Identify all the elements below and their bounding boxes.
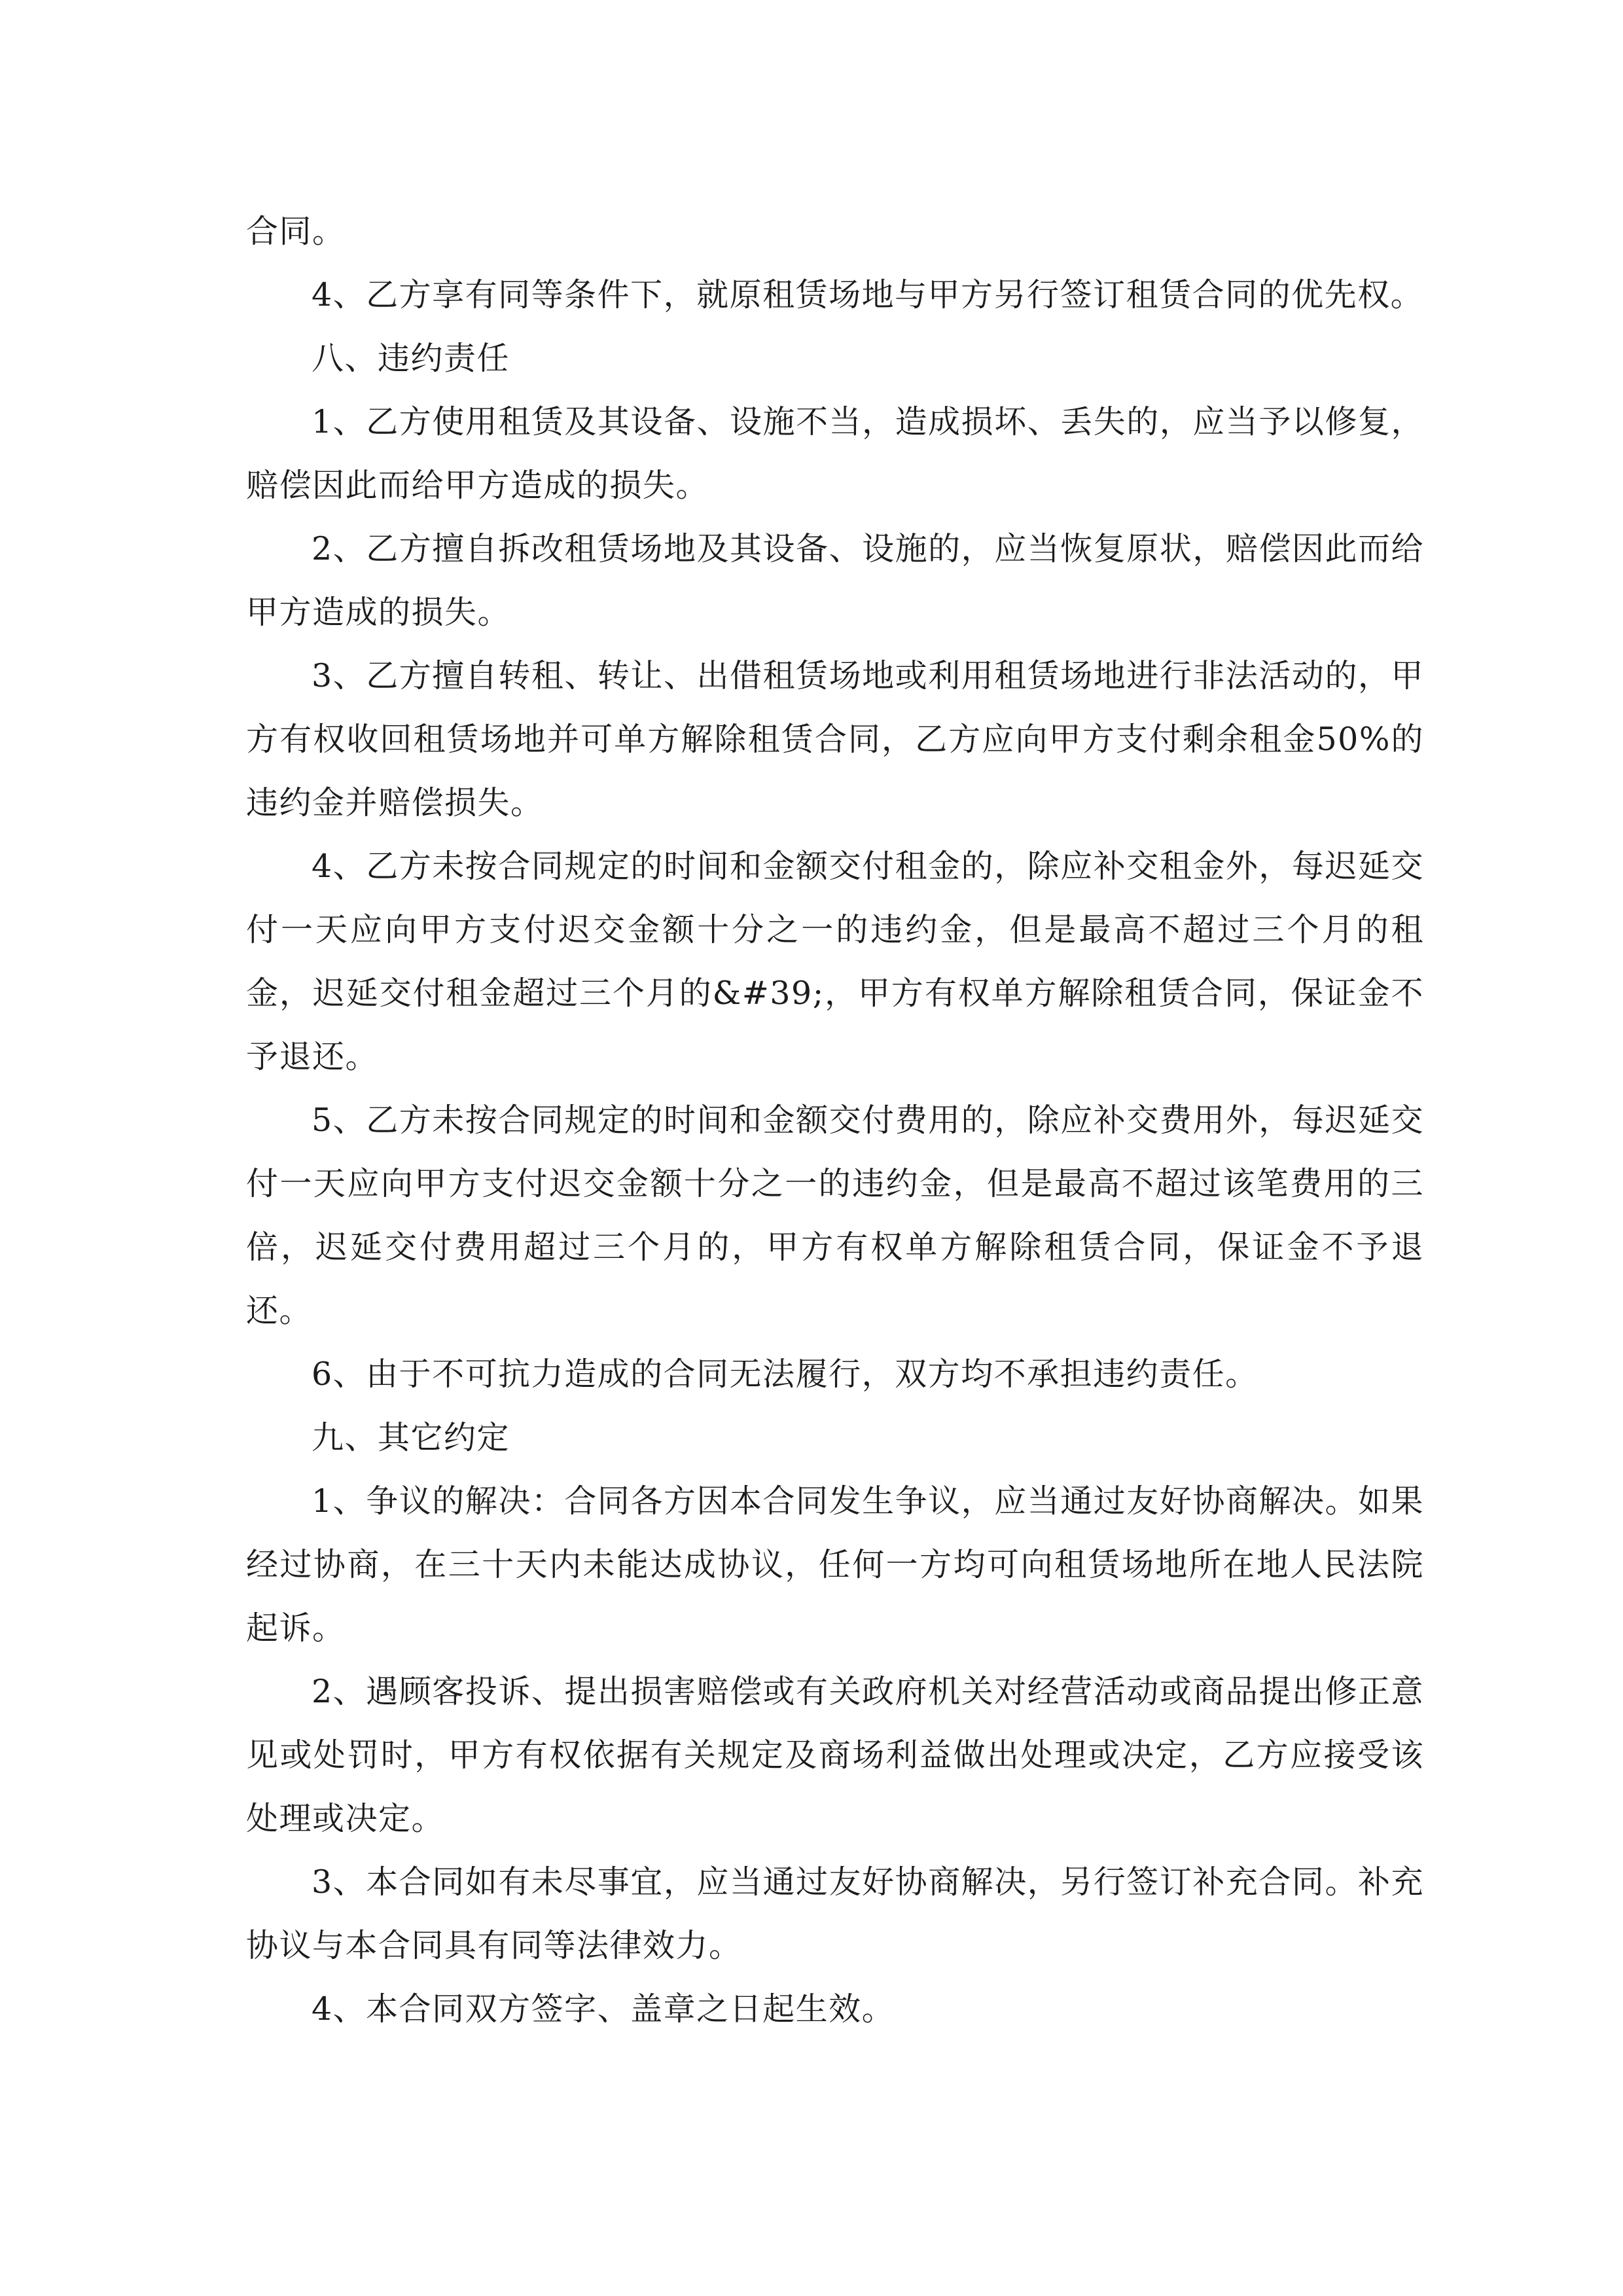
- paragraph-other-1: 1、争议的解决：合同各方因本合同发生争议，应当通过友好协商解决。如果经过协商，在三十天内未能达成协议，任何一方均可向租赁场地所在地人民法院起诉。: [246, 1482, 1424, 1647]
- paragraph-contract-end: 合同。: [246, 213, 346, 250]
- paragraph-other-3: 3、本合同如有未尽事宜，应当通过友好协商解决，另行签订补充合同。补充协议与本合同具有同等法律效力。: [246, 1863, 1424, 1964]
- section-heading-other: 九、其它约定: [312, 1419, 510, 1456]
- paragraph-priority-right: 4、乙方享有同等条件下，就原租赁场地与甲方另行签订租赁合同的优先权。: [312, 276, 1424, 314]
- paragraph-breach-5: 5、乙方未按合同规定的时间和金额交付费用的，除应补交费用外，每迟延交付一天应向甲方支付迟交金额十分之一的违约金，但是最高不超过该笔费用的三倍，迟延交付费用超过三个月的，甲方有权单方解除租赁合同，保证金不予退还。: [246, 1102, 1424, 1329]
- paragraph-breach-1: 1、乙方使用租赁及其设备、设施不当，造成损坏、丢失的，应当予以修复，赔偿因此而给甲方造成的损失。: [246, 403, 1424, 504]
- paragraph-breach-2: 2、乙方擅自拆改租赁场地及其设备、设施的，应当恢复原状，赔偿因此而给甲方造成的损失。: [246, 530, 1424, 631]
- paragraph-breach-6: 6、由于不可抗力造成的合同无法履行，双方均不承担违约责任。: [312, 1355, 1258, 1393]
- paragraph-other-2: 2、遇顾客投诉、提出损害赔偿或有关政府机关对经营活动或商品提出修正意见或处罚时，甲方有权依据有关规定及商场利益做出处理或决定，乙方应接受该处理或决定。: [246, 1673, 1424, 1837]
- section-heading-breach: 八、违约责任: [312, 340, 510, 377]
- paragraph-breach-3: 3、乙方擅自转租、转让、出借租赁场地或利用租赁场地进行非法活动的，甲方有权收回租赁场地并可单方解除租赁合同，乙方应向甲方支付剩余租金50%的违约金并赔偿损失。: [246, 657, 1424, 821]
- paragraph-breach-4: 4、乙方未按合同规定的时间和金额交付租金的，除应补交租金外，每迟延交付一天应向甲方支付迟交金额十分之一的违约金，但是最高不超过三个月的租金，迟延交付租金超过三个月的&#39;，甲方有权单方解除租赁合同，保证金不予退还。: [246, 848, 1424, 1075]
- document-page: [246, 200, 1424, 2041]
- paragraph-other-4: 4、本合同双方签字、盖章之日起生效。: [312, 1990, 895, 2028]
